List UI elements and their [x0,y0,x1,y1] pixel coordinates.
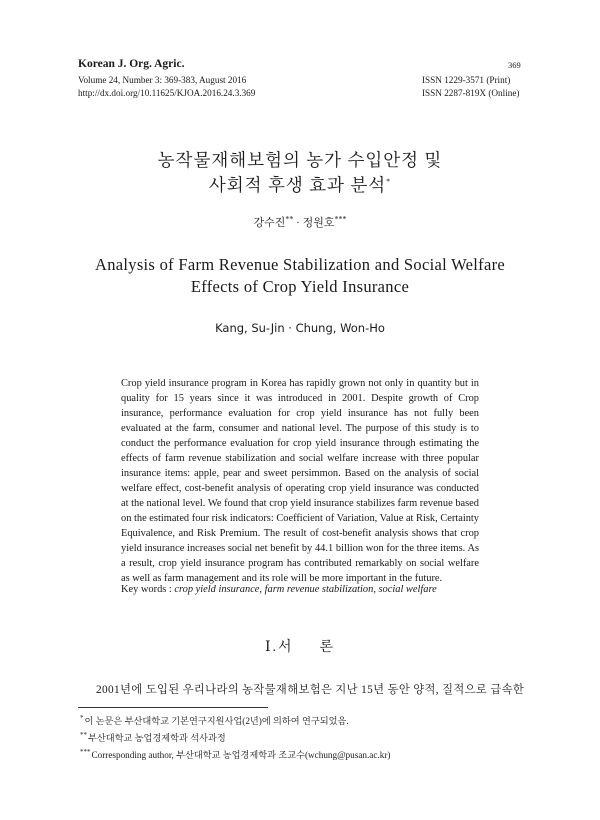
footnote-mark: *** [80,747,91,756]
title-korean-line2-text: 사회적 후생 효과 분석 [208,175,387,195]
volume-info: Volume 24, Number 3: 369-383, August 2016 [78,75,247,85]
footnote [80,713,349,727]
keywords-terms: crop yield insurance, farm revenue stabilization, social welfare [174,584,437,595]
title-footnote-mark: * [386,177,392,187]
section-heading [0,636,600,656]
issn-print: ISSN 1229-3571 (Print) [422,75,511,85]
keywords-label: Key words : [121,584,175,595]
footnote-text: Corresponding author, 부산대학교 농업경제학과 조교수(wchung@pusan.ac.kr) [91,750,391,760]
footnote-divider [78,707,268,708]
footnote [80,730,226,744]
author1-footnote-mark: ** [285,214,294,224]
doi-link[interactable]: http://dx.doi.org/10.11625/KJOA.2016.24.3.369 [78,88,256,98]
footnote-text: 부산대학교 농업경제학과 석사과정 [88,733,226,743]
page-number: 369 [508,60,521,70]
footnote-text: 이 논문은 부산대학교 기본연구지원사업(2년)에 의하여 연구되었음. [84,716,349,726]
keywords [121,584,437,595]
abstract: Crop yield insurance program in Korea has rapidly grown not only in quantity but in quality for 15 years since it was introduced in 2001. Despite growth of Crop insurance, performance evaluation for crop yield insurance has not fully been evaluated at the farm, consumer and national level. The purpose of this study is to conduct the performance evaluation for crop yield insurance through estimating the effects of farm revenue stabilization and social welfare increase with three popular insurance items: apple, pear and sweet persimmon. Based on the analysis of social welfare effect, cost-benefit analysis of operating crop yield insurance was conducted at the national level. We found that crop yield insurance stabilizes farm revenue based on the estimated four risk indicators: Coefficient of Variation, Value at Risk, Certainty Equivalence, and Risk Premium. The result of cost-benefit analysis shows that crop yield insurance increases social net benefit by 44.1 billion won for the three items. As a result, crop yield insurance program has contributed remarkably on social welfare as well as farm management and its role will be more important in the future. [121,378,479,584]
issn-online: ISSN 2287-819X (Online) [422,88,520,98]
body-paragraph: 2001년에 도입된 우리나라의 농작물재해보험은 지난 15년 동안 양적, 질적으로 급속한 [96,684,525,696]
author-separator: · [293,217,303,229]
authors-korean [0,214,600,230]
journal-name: Korean J. Org. Agric. [78,58,185,70]
title-korean-line1: 농작물재해보험의 농가 수입안정 및 [157,150,443,170]
authors-english: Kang, Su-Jin · Chung, Won-Ho [215,321,385,335]
author2-footnote-mark: *** [334,214,347,224]
title-english-line2: Effects of Crop Yield Insurance [190,277,410,296]
author1-korean: 강수진 [253,217,286,229]
section-number: Ⅰ. [264,640,278,655]
author2-korean: 정원호 [302,217,335,229]
footnote-mark: * [80,713,84,722]
title-korean-line2 [0,172,600,197]
section-title-b: 론 [319,640,336,655]
section-title-a: 서 [277,640,294,655]
footnote-mark: ** [80,730,87,739]
title-english-line1: Analysis of Farm Revenue Stabilization and Social Welfare [95,255,505,274]
footnote [80,747,390,761]
